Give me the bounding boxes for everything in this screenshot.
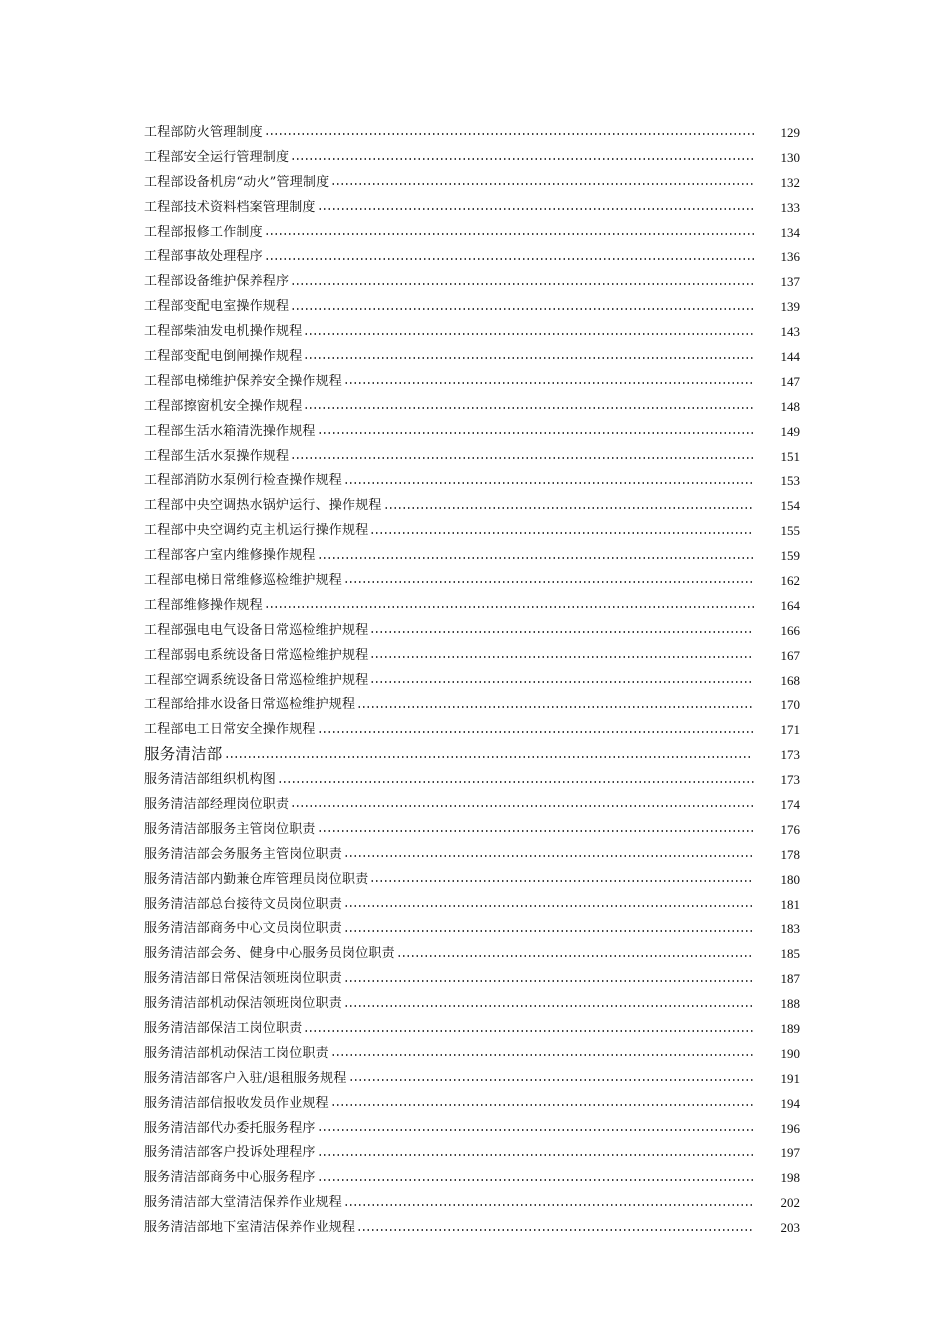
toc-page-number: 202: [780, 1195, 800, 1211]
toc-dot-leader: [265, 233, 754, 235]
toc-entry[interactable]: [144, 668, 800, 693]
toc-page-number: 171: [780, 722, 800, 738]
toc-entry[interactable]: [144, 543, 800, 568]
toc-entry-title: 工程部柴油发电机操作规程: [144, 324, 303, 340]
toc-entry-title: 服务清洁部总台接待文员岗位职责: [144, 896, 343, 912]
toc-entry-title: 工程部给排水设备日常巡检维护规程: [144, 697, 356, 713]
toc-dot-leader: [265, 258, 754, 260]
toc-entry-title: 工程部电工日常安全操作规程: [144, 722, 316, 738]
toc-entry-title: 工程部客户室内维修操作规程: [144, 548, 316, 564]
toc-page-number: 170: [780, 697, 800, 713]
toc-entry[interactable]: [144, 568, 800, 593]
toc-dot-leader: [304, 407, 754, 409]
toc-page-number: 164: [780, 597, 800, 613]
toc-page-number: 130: [780, 149, 800, 165]
toc-entry[interactable]: [144, 344, 800, 369]
toc-dot-leader: [344, 482, 754, 484]
toc-page-number: 143: [780, 324, 800, 340]
toc-entry-title: 服务清洁部保洁工岗位职责: [144, 1021, 303, 1036]
toc-dot-leader: [304, 333, 754, 335]
toc-entry-title: 工程部生活水泵操作规程: [144, 448, 290, 464]
toc-page-number: 155: [780, 523, 800, 539]
toc-page-number: 180: [780, 871, 800, 887]
toc-entry[interactable]: [144, 717, 800, 742]
toc-section-heading[interactable]: [144, 742, 800, 767]
toc-entry-title: 服务清洁部客户投诉处理程序: [144, 1145, 316, 1161]
toc-page-number: 178: [780, 846, 800, 862]
toc-dot-leader: [370, 532, 754, 534]
toc-entry[interactable]: [144, 493, 800, 518]
toc-dot-leader: [344, 980, 754, 982]
toc-entry-title: 服务清洁部组织机构图: [144, 772, 277, 788]
toc-entry[interactable]: [144, 170, 800, 195]
toc-dot-leader: [370, 656, 754, 658]
toc-page-number: 198: [780, 1170, 800, 1186]
toc-entry-title: 服务清洁部大堂清洁保养作业规程: [144, 1195, 343, 1211]
toc-dot-leader: [318, 1179, 754, 1181]
toc-dot-leader: [291, 308, 754, 310]
toc-entry[interactable]: [144, 220, 800, 245]
toc-entry-title: 工程部中央空调约克主机运行操作规程: [144, 523, 369, 539]
toc-dot-leader: [331, 183, 754, 185]
toc-dot-leader: [225, 756, 750, 758]
toc-page-number: 162: [780, 572, 800, 588]
toc-entry-title: 工程部变配电室操作规程: [144, 299, 290, 315]
toc-page-number: 167: [780, 647, 800, 663]
toc-entry-title: 工程部设备机房“动火”管理制度: [144, 174, 330, 190]
toc-dot-leader: [265, 133, 754, 135]
toc-entry[interactable]: [144, 941, 800, 966]
toc-page-number: 136: [780, 249, 800, 265]
toc-dot-leader: [318, 208, 754, 210]
toc-page-number: 159: [780, 548, 800, 564]
toc-entry[interactable]: [144, 1066, 800, 1091]
toc-entry-title: 服务清洁部: [144, 744, 223, 763]
toc-dot-leader: [344, 1005, 754, 1007]
toc-entry[interactable]: [144, 444, 800, 469]
toc-entry-title: 工程部报修工作制度: [144, 224, 263, 240]
toc-page-number: 173: [780, 747, 800, 763]
toc-entry-title: 工程部消防水泵例行检查操作规程: [144, 473, 343, 489]
toc-page-number: 188: [780, 996, 800, 1012]
toc-page-number: 153: [780, 473, 800, 489]
toc-entry-title: 工程部擦窗机安全操作规程: [144, 398, 303, 414]
toc-dot-leader: [344, 930, 754, 932]
toc-entry-title: 服务清洁部代办委托服务程序: [144, 1120, 316, 1136]
toc-dot-leader: [304, 1030, 754, 1032]
toc-dot-leader: [357, 1229, 754, 1231]
toc-entry-title: 工程部技术资料档案管理制度: [144, 199, 316, 215]
toc-dot-leader: [318, 830, 754, 832]
toc-entry[interactable]: [144, 319, 800, 344]
toc-entry[interactable]: [144, 692, 800, 717]
toc-page-number: 149: [780, 423, 800, 439]
toc-page-number: 132: [780, 174, 800, 190]
toc-dot-leader: [291, 283, 754, 285]
toc-dot-leader: [370, 681, 754, 683]
toc-dot-leader: [318, 731, 754, 733]
toc-page-number: 194: [780, 1095, 800, 1111]
toc-page-number: 203: [780, 1220, 800, 1236]
toc-page-number: 185: [780, 946, 800, 962]
toc-dot-leader: [331, 1054, 754, 1056]
toc-entry[interactable]: [144, 618, 800, 643]
toc-dot-leader: [318, 432, 754, 434]
toc-entry-title: 服务清洁部商务中心服务程序: [144, 1170, 316, 1186]
toc-entry-title: 服务清洁部会务服务主管岗位职责: [144, 846, 343, 862]
toc-entry[interactable]: [144, 966, 800, 991]
toc-entry-title: 工程部生活水箱清洗操作规程: [144, 423, 316, 439]
toc-entry-title: 工程部弱电系统设备日常巡检维护规程: [144, 647, 369, 663]
toc-page-number: 134: [780, 224, 800, 240]
toc-entry[interactable]: [144, 892, 800, 917]
toc-dot-leader: [344, 581, 754, 583]
toc-entry[interactable]: [144, 294, 800, 319]
toc-page-number: 147: [780, 373, 800, 389]
toc-entry-title: 工程部电梯日常维修巡检维护规程: [144, 572, 343, 588]
toc-dot-leader: [291, 805, 754, 807]
toc-page-number: 148: [780, 398, 800, 414]
toc-entry[interactable]: [144, 394, 800, 419]
toc-dot-leader: [370, 631, 754, 633]
toc-entry[interactable]: [144, 643, 800, 668]
toc-dot-leader: [278, 781, 754, 783]
toc-page-number: 133: [780, 199, 800, 215]
toc-dot-leader: [397, 955, 754, 957]
toc-entry[interactable]: [144, 767, 800, 792]
toc-page-number: 151: [780, 448, 800, 464]
toc-dot-leader: [344, 905, 754, 907]
toc-dot-leader: [291, 457, 754, 459]
toc-page-number: 168: [780, 672, 800, 688]
toc-entry-title: 服务清洁部服务主管岗位职责: [144, 821, 316, 837]
toc-entry-title: 工程部空调系统设备日常巡检维护规程: [144, 672, 369, 688]
toc-page-number: 197: [780, 1145, 800, 1161]
toc-page-number: 129: [780, 124, 800, 140]
toc-entry[interactable]: [144, 1041, 800, 1066]
toc-entry[interactable]: [144, 419, 800, 444]
toc-dot-leader: [384, 507, 754, 509]
toc-page-number: 144: [780, 348, 800, 364]
toc-page-number: 181: [780, 896, 800, 912]
toc-entry[interactable]: [144, 1215, 800, 1240]
toc-entry-title: 工程部强电电气设备日常巡检维护规程: [144, 622, 369, 638]
toc-dot-leader: [370, 880, 754, 882]
toc-dot-leader: [318, 557, 754, 559]
toc-entry[interactable]: [144, 518, 800, 543]
toc-entry[interactable]: [144, 120, 800, 145]
toc-dot-leader: [357, 706, 754, 708]
toc-entry-title: 工程部电梯维护保养安全操作规程: [144, 373, 343, 389]
toc-entry-title: 服务清洁部日常保洁领班岗位职责: [144, 971, 343, 987]
toc-dot-leader: [265, 606, 754, 608]
toc-dot-leader: [344, 382, 754, 384]
toc-page-number: 176: [780, 821, 800, 837]
toc-page-number: 191: [780, 1070, 800, 1086]
toc-page-number: 196: [780, 1120, 800, 1136]
toc-page-number: 137: [780, 274, 800, 290]
toc-entry-title: 服务清洁部商务中心文员岗位职责: [144, 921, 343, 937]
toc-page-number: 166: [780, 622, 800, 638]
toc-entry-title: 服务清洁部内勤兼仓库管理员岗位职责: [144, 871, 369, 887]
toc-entry[interactable]: [144, 792, 800, 817]
toc-entry[interactable]: [144, 195, 800, 220]
toc-entry[interactable]: [144, 842, 800, 867]
table-of-contents: [144, 120, 800, 1240]
toc-page-number: 183: [780, 921, 800, 937]
toc-page-number: 139: [780, 299, 800, 315]
toc-entry[interactable]: [144, 593, 800, 618]
toc-entry[interactable]: [144, 1190, 800, 1215]
toc-entry-title: 服务清洁部信报收发员作业规程: [144, 1095, 329, 1111]
toc-entry-title: 工程部维修操作规程: [144, 597, 263, 613]
toc-entry[interactable]: [144, 867, 800, 892]
toc-entry-title: 工程部设备维护保养程序: [144, 274, 290, 290]
toc-dot-leader: [318, 1129, 754, 1131]
toc-entry-title: 服务清洁部客户入驻/退租服务规程: [144, 1070, 347, 1086]
toc-dot-leader: [304, 357, 754, 359]
toc-entry[interactable]: [144, 991, 800, 1016]
toc-page-number: 190: [780, 1045, 800, 1061]
toc-entry-title: 工程部防火管理制度: [144, 124, 263, 140]
toc-entry-title: 服务清洁部机动保洁领班岗位职责: [144, 996, 343, 1012]
toc-entry[interactable]: [144, 269, 800, 294]
toc-entry-title: 服务清洁部会务、健身中心服务员岗位职责: [144, 946, 395, 962]
toc-entry[interactable]: [144, 1165, 800, 1190]
toc-dot-leader: [318, 1154, 754, 1156]
toc-page-number: 189: [780, 1021, 800, 1036]
toc-entry[interactable]: [144, 145, 800, 170]
toc-entry[interactable]: [144, 917, 800, 942]
toc-page-number: 187: [780, 971, 800, 987]
toc-entry[interactable]: [144, 468, 800, 493]
toc-page-number: 173: [780, 772, 800, 788]
toc-entry[interactable]: [144, 244, 800, 269]
toc-dot-leader: [344, 1204, 754, 1206]
toc-entry[interactable]: [144, 1116, 800, 1141]
toc-entry[interactable]: [144, 1091, 800, 1116]
toc-dot-leader: [331, 1104, 754, 1106]
toc-entry-title: 工程部中央空调热水锅炉运行、操作规程: [144, 498, 382, 514]
toc-entry-title: 服务清洁部经理岗位职责: [144, 796, 290, 812]
toc-page-number: 154: [780, 498, 800, 514]
toc-entry[interactable]: [144, 1141, 800, 1166]
toc-entry-title: 工程部变配电倒闸操作规程: [144, 348, 303, 364]
toc-entry[interactable]: [144, 817, 800, 842]
toc-entry-title: 工程部事故处理程序: [144, 249, 263, 265]
toc-dot-leader: [291, 158, 754, 160]
toc-dot-leader: [349, 1079, 754, 1081]
toc-entry-title: 服务清洁部地下室清洁保养作业规程: [144, 1220, 356, 1236]
toc-entry-title: 工程部安全运行管理制度: [144, 149, 290, 165]
toc-dot-leader: [344, 855, 754, 857]
toc-entry[interactable]: [144, 1016, 800, 1041]
toc-entry[interactable]: [144, 369, 800, 394]
toc-page-number: 174: [780, 796, 800, 812]
toc-entry-title: 服务清洁部机动保洁工岗位职责: [144, 1045, 329, 1061]
